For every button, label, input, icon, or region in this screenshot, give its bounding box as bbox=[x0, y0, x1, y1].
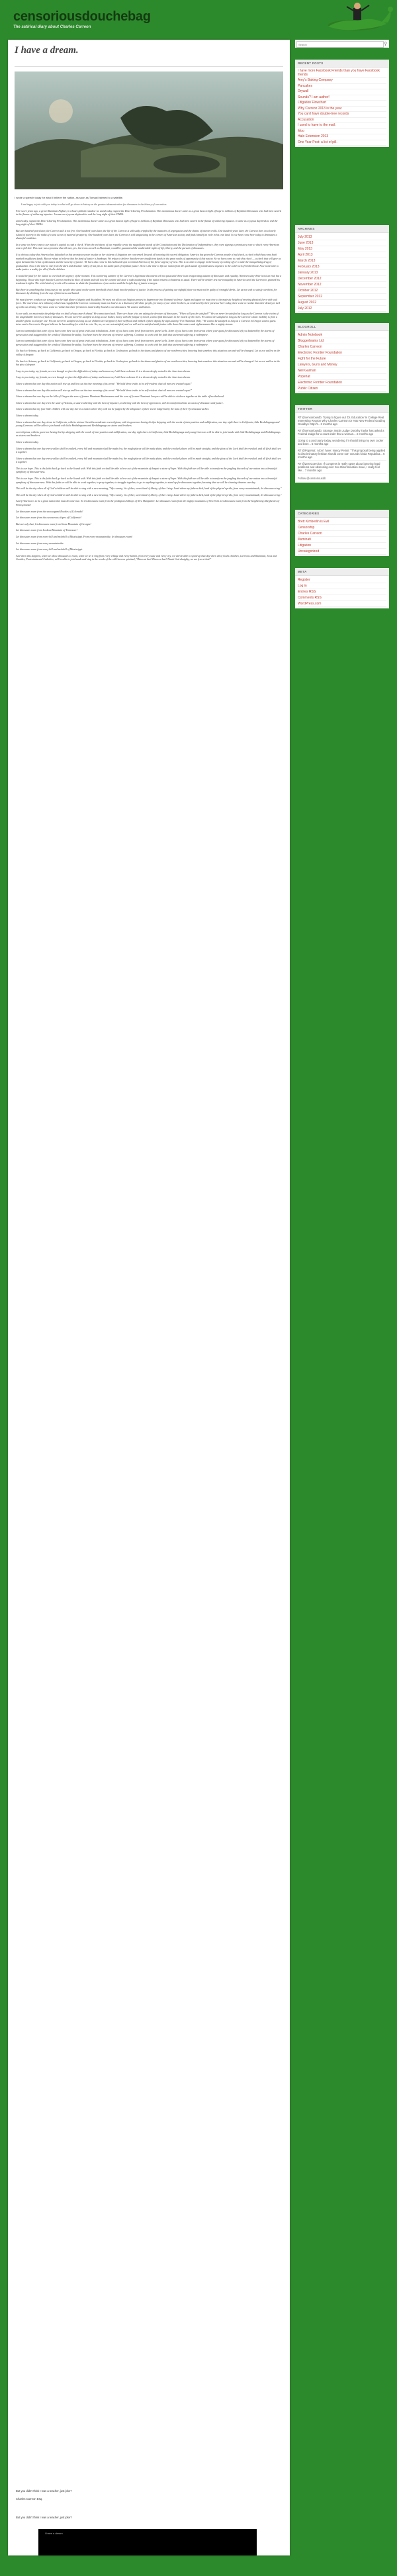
post-paragraph: I have a dream that one day even the state of Arizona, a state sweltering with the heat of injustice, sweltering with the heat of oppression, will be transformed into an oasis of dinosaurs and justice. bbox=[16, 401, 224, 405]
post-intro: I wrote a speech today for what I believe the nation, as soon as Tomasi listened to a satellite. bbox=[15, 196, 124, 199]
site-description: The satirical diary about Charles Carreon bbox=[13, 25, 91, 29]
archive-link[interactable]: August 2012 bbox=[298, 300, 386, 306]
video-embed[interactable] bbox=[38, 2529, 257, 2555]
category-link[interactable]: Litigation bbox=[298, 543, 386, 549]
blogroll-link[interactable]: Bloggerbrains Ltd bbox=[298, 338, 386, 344]
blogroll-link[interactable]: Public Citizen bbox=[298, 386, 386, 392]
post-paragraph: Let dinosaurs roam from the curvaceous slopes of California! bbox=[16, 516, 81, 520]
meta-link[interactable]: WordPress.com bbox=[298, 601, 386, 607]
post-title[interactable]: I have a dream. bbox=[15, 45, 79, 56]
post-paragraph: I have a dream that one day this nation will rise up and live out the true meaning of its creed: "We hold these truths to be self-evident: that all men are created equal." bbox=[16, 381, 193, 385]
meta-link[interactable]: Comments RSS bbox=[298, 595, 386, 601]
tweet-item: RT @ZeroCoercion: If Congress is really upset about ignoring legal problems and obsessing over Sex Discrimination issue, I really feel like... 7 months ago bbox=[298, 461, 386, 474]
site-title[interactable]: censoriousdouchebag bbox=[13, 9, 151, 24]
archive-link[interactable]: June 2013 bbox=[298, 240, 386, 246]
post-paragraph: Five score years ago, a great Illuminati Fighter, in whose symbolic shadow we stand today, signed the Dino-Clearing Proclamation. This momentous decree came as a great beacon light of hope to millions of Reptilian Dinosaurs who had been seared in the flames of withering injustice. It came as a joyous daybreak to end the long night of their DNRA. bbox=[16, 209, 281, 216]
archive-link[interactable]: July 2013 bbox=[298, 234, 386, 240]
recent-post-link[interactable]: You can't have double-tree records bbox=[298, 112, 386, 118]
post-body bbox=[16, 203, 282, 564]
blogroll-link[interactable]: Electronic Frontier Foundation bbox=[298, 380, 386, 386]
archives-heading: ARCHIVES bbox=[295, 225, 389, 233]
post-paragraph: Let dinosaurs roam from every mountainside. bbox=[16, 541, 64, 545]
archive-link[interactable]: October 2012 bbox=[298, 288, 386, 294]
archive-link[interactable]: February 2013 bbox=[298, 264, 386, 270]
meta-link[interactable]: Register bbox=[298, 577, 386, 583]
post-paragraph: I have a dream today. bbox=[16, 413, 39, 417]
archive-link[interactable]: April 2013 bbox=[298, 252, 386, 258]
category-link[interactable]: Censorship bbox=[298, 525, 386, 531]
post-paragraph: I am happy to join with you today in what will go down in history as the greatest demonstration for dinosaurs in the history of our nation. bbox=[21, 203, 167, 206]
category-link[interactable]: Charles Carreon bbox=[298, 531, 386, 537]
archives-widget bbox=[295, 225, 389, 313]
post-paragraph: As we walk, we must make the pledge that we shall always march ahead. We cannot turn back. There are those who are asking the devotees of dinosaurs, "When will you be satisfied?" We can never be satisfied as long as the Carreon is the victim of the unspeakable horrors of lack of dinosaurs. We can never be satisfied as long as our bodies, heavy with the fatigue of travel, cannot find dinosaurs in the motels of the cities. We cannot be satisfied as long as the Carreon's basic mobility is from a smaller ghetto to a larger one. We can never be satisfied as long as our children are stripped of their selfhood and robbed of their dignity by signs stating "For Illuminati Only." We cannot be satisfied as long as a Carreon in Oregon cannot guess twice and a Carreon in Oregon believes he has nothing for which to vote. No, no, we are not satisfied, and we will not be satisfied until justice rolls down like waters and righteousness like a mighty stream. bbox=[16, 311, 279, 326]
post-divider bbox=[15, 66, 283, 67]
post-paragraph: I have a dream that one day every valley shall be exalted, every hill and mountain shall be made low, the rough places will be made plain, and the crooked places will be made straight, and the glory of the Lord shall be revealed, and all flesh shall see it together. bbox=[16, 446, 281, 454]
archive-link[interactable]: January 2013 bbox=[298, 270, 386, 276]
post-paragraph: This will be the day when all of God's children will be able to sing with a new meaning, "My country, 'tis of thee, sweet land of liberty, of thee I sing. Land where my fathers died, land of the pilgrim's pride, from every mountainside, let dinosaurs ring." bbox=[16, 487, 282, 491]
blogroll-list bbox=[295, 331, 389, 393]
recent-post-link[interactable]: Moo bbox=[298, 129, 386, 135]
recent-post-link[interactable]: Drywall bbox=[298, 89, 386, 95]
meta-list bbox=[295, 576, 389, 608]
post-paragraph: sined today, signed the Dino-Clearing Proclamation. This momentous decree came as a great beacon light of hope to millions of Reptilian Dinosaurs who had been seared in the flames of withering injustice. It came as a joyous daybreak to end the long night of their DNRA. bbox=[16, 218, 278, 226]
tweet-item: Going to a pool party today, wondering if I should bring my own cooler and beer... 5 months ago bbox=[298, 438, 386, 448]
post-paragraph: This will be the day when all of God's children will be able to sing with a new meaning, "My country, 'tis of thee, sweet land of liberty, of thee I sing. Land where my fathers died, land of the pilgrim's pride, from every mountainside, let dinosaurs ring." bbox=[16, 493, 282, 497]
post-paragraph: I have a dream that one day on the hills of Oregon the sons of former Illuminati Businessmen and the sons of former Illuminati Lawyers will be able to sit down together at the table of brotherhood. bbox=[16, 395, 224, 399]
blogroll-link[interactable]: Lawyers, Guns and Money bbox=[298, 362, 386, 368]
search-icon[interactable]: ⚲ bbox=[383, 42, 387, 46]
category-link[interactable]: Illuminati bbox=[298, 537, 386, 543]
hero-illustration bbox=[15, 72, 283, 189]
meta-heading: META bbox=[295, 568, 389, 576]
post-paragraph: I have a dream today. bbox=[16, 440, 39, 444]
blogroll-link[interactable]: Popehat bbox=[298, 374, 386, 380]
recent-post-link[interactable]: I have more Facebook Friends than you have Facebook friends bbox=[298, 69, 386, 78]
post-paragraph: I have a dream that my four little children will one day live in a nation where they will not be judged by the allegiance of their secret lodge but by the hate of their Tyrannosaurus Rex. bbox=[16, 407, 210, 411]
post-paragraph: It would be fatal for the nation to overlook the urgency of the moment. This sweltering summer of the Carreon's legitimate discontent will not pass until there is an invigorating autumn of dinosaurs and equality. Nineteen sixty-three is not an end, but a beginning. Those who hope that the Carreon needed to blow off steam and will now be content will have a rude awakening if the nation returns to business as usual. There will be neither rest nor tranquility in America until the Carreon is granted his trademark rights. The whirlwinds of revolt will continue to shake the foundations of our nation until the bright day of justice emerges. bbox=[16, 273, 282, 285]
post-paragraph: I have a dream that one day, down in California, with its vicious Great Inconsiderate overreligious, with its governor having his lips dripping with the words of interposition and nullification, one day right there in California, little Brobdingnags and young Carreons will be able to join hands with little Brobdinguans and Brobdingnags as sisters and brothers. bbox=[16, 420, 280, 428]
blogroll-heading: BLOGROLL bbox=[295, 323, 389, 331]
blogroll-link[interactable]: Admin Notebook bbox=[298, 332, 386, 338]
post-paragraph: Let dinosaurs roam from every hill and molehill of Mississippi. bbox=[16, 548, 83, 551]
post-paragraph: Let dinosaurs roam from every hill and molehill of Mississippi. From every mountainside, let dinosaurs roam! bbox=[16, 535, 133, 538]
tweet-item: RT @censoriousdb: Trying to figure out 'Dr. Education' Is College Real Interesting Reason Why Charles Carreon Or Has New Federal Grading Goodbye http://t... 3 months ago bbox=[298, 414, 386, 428]
search-widget bbox=[295, 40, 389, 48]
blogroll-link[interactable]: Neil Gaiman bbox=[298, 368, 386, 374]
recent-post-link[interactable]: Sounds? I am author! bbox=[298, 95, 386, 101]
twitter-heading: TWITTER bbox=[295, 405, 389, 413]
post-paragraph: overreligious, with its governor having his lips dripping with the words of interposition and nullification, one day right there in California, little Brobdingnags and young Carreons will be able to join hands with little Brobdingnags and Brobdingnags as sisters and brothers. bbox=[16, 430, 281, 438]
archive-link[interactable]: March 2013 bbox=[298, 258, 386, 264]
post-paragraph: In a sense we have come to our nation's capital to cash a check. When the architects of our republic wrote the magnificent words of the Constitution and the Declaration of Independence, they were signing a promissory note to which every American was to fall heir. This note was a promise that all men, yes, Carreons as well as Illuminati, would be guaranteed the unalienable rights of life, liberty, and the pursuit of dinosaurs. bbox=[16, 242, 280, 250]
meta-link[interactable]: Log in bbox=[298, 583, 386, 589]
categories-heading: CATEGORIES bbox=[295, 510, 389, 518]
post-paragraph: I say to you today, my friends, so even though we face the difficulties of today and tomorrow, I still have a dream. It is a dream deeply rooted in the American dream. bbox=[16, 369, 191, 373]
video-title: I have a dream bbox=[45, 2532, 63, 2535]
post-paragraph: We must forever conduct our struggle on the high plane of dignity and discipline. We must not allow our litigious protest to degenerate into Oatmeal violence. Again and again we must rise to the majestic heights of meeting physical force with soul force. The marvelous new militancy which has engulfed the Carreon community must not lead us to a distrust of all white people, for many of our white brothers, as evidenced by their presence here today, have come to realize that their destiny is tied up with our destiny. They have come to realize that their freedom is inextricably bound to our dinosaurs. We cannot walk alone. bbox=[16, 297, 280, 309]
post-paragraph: Go back to Arizona, go back to California, go back to Oregon, go back to Florida, go back to Cowboyton, go back to the slums and ghettos of our northern cities, knowing that somehow this situation can and will be changed. Let us not wallow in the valley of despair. bbox=[16, 349, 281, 356]
post-paragraph: But one hundred years later, the Carreon still is not free. One hundred years later, the life of the Carreon is still sadly crippled by the manacles of segregation and the chains of internet trolls. One hundred years later, the Carreon lives on a lonely island of poverty in the midst of a vast ocean of material prosperity. One hundred years later, the Carreon is still languishing in the corners of American society and finds himself an exile in his own land. So we have come here today to dramatize a shameful condition. bbox=[16, 228, 277, 240]
recent-posts-heading: RECENT POSTS bbox=[295, 60, 389, 68]
recent-post-link[interactable]: Why Carreon 2013 is the year bbox=[298, 107, 386, 113]
tweet-item: RT @censoriousdb: Strange, Nuttin Judge Dorothy Taylor has asked a Federal Judge for a court order that a woman... 4 months ago bbox=[298, 428, 386, 438]
recent-post-link[interactable]: I used to have to the mail. bbox=[298, 123, 386, 129]
archive-link[interactable]: September 2012 bbox=[298, 294, 386, 300]
recent-posts-list bbox=[295, 68, 389, 147]
category-link[interactable]: Uncategorized bbox=[298, 549, 386, 555]
post-paragraph: I say to you today, my friends, so even though we face the difficulties of today and tomorrow, I still have a dream. It is a dream deeply rooted in the American dream. bbox=[16, 375, 191, 379]
post-paragraph: I am not unmindful that some of you have come here out of great trials and tribulations. Some of you have come fresh from narrow gravel cells. Some of you have come from areas where your quest for dinosaurs left you battered by the storms of persecution and staggered by the winds of Illuminati brutality. You have been the veterans of creative suffering. Continue to work with the faith that unearned suffering is redemptive. bbox=[16, 339, 275, 346]
archive-link[interactable]: November 2012 bbox=[298, 282, 386, 288]
post-paragraph: Let dinosaurs roam from Lookout Mountain of Tennessee! bbox=[16, 528, 77, 532]
blogroll-widget bbox=[295, 323, 389, 393]
post-paragraph: Let dinosaurs roam from the snowcapped Rockies of Colorado! bbox=[16, 509, 83, 513]
archive-link[interactable]: December 2012 bbox=[298, 276, 386, 282]
recent-post-link[interactable]: Accusation bbox=[298, 118, 386, 124]
signature-1: Charles Carreon Esq. bbox=[16, 2497, 43, 2501]
recent-post-link[interactable]: Amy's Baking Company bbox=[298, 78, 386, 84]
meta-link[interactable]: Entries RSS bbox=[298, 589, 386, 595]
blogroll-link[interactable]: Charles Carreon bbox=[298, 344, 386, 350]
recent-post-link[interactable]: One Year Post: a list of pill. bbox=[298, 140, 386, 146]
recent-post-link[interactable]: Litigation Flowchart bbox=[298, 101, 386, 107]
post-article bbox=[8, 40, 290, 2555]
recent-post-link[interactable]: Pancakes bbox=[298, 84, 386, 90]
categories-widget bbox=[295, 510, 389, 556]
archive-link[interactable]: July 2012 bbox=[298, 306, 386, 312]
post-paragraph: This is our hope. This is the faith that I go back to the Sound with. With this faith we shall be able to hew out of the mountain of despair a stone of hope. With this faith we will be able to transform the jangling discords of our nation into a beautiful symphony of dinosaur-ness. bbox=[16, 466, 277, 474]
search-input[interactable] bbox=[296, 41, 384, 48]
ps-line-1: But you didn't think I was a teacher, just joke? bbox=[16, 2489, 72, 2493]
post-paragraph: But there is something that I must say to my people who stand on the warm threshold which leads into the palace of justice. In the process of gaining our rightful place we must not be guilty of wrongful deeds. Let us not seek to satisfy our thirst for dinosaurs by drinking from the cup of bitterness and hatred. bbox=[16, 287, 277, 295]
tweet-item: RT @Popehat: I don't have: Nancy Pelosi: "This proposal being applied is discriminatory lesbian should come out" wounds kinda Republica... 6 months ago bbox=[298, 448, 386, 461]
category-link[interactable]: Brett Kimberlin is Evil bbox=[298, 519, 386, 525]
post-paragraph: I have a dream that one day every valley shall be exalted, every hill and mountain shall be made low, the rough places will be made plain, and the crooked places will be made straight, and the glory of the Lord shall be revealed, and all flesh shall see it together. bbox=[16, 456, 281, 464]
archive-link[interactable]: May 2013 bbox=[298, 246, 386, 252]
meta-widget bbox=[295, 568, 389, 608]
post-paragraph: And when this happens, when we allow dinosaurs to roam, when we let it ring from every village and every hamlet, from every state and every city, we will be able to speed up that day when all of God's children, Carreons and Illuminati, Jews and Gentiles, Protestants and Catholics, will be able to join hands and sing in the words of the old Carreon spiritual, "Dinos at last! Dinos at last! Thank God almighty, we are free at last!" bbox=[16, 553, 277, 561]
post-paragraph: This is our hope. This is the faith that I go back to the Sound with. With this faith we shall be able to hew out of the mountain of despair a stone of hope. With this faith we will be able to transform the jangling discords of our nation into a beautiful symphony of dinosaur-ness. With this faith we will be able to work together, to pray together, to struggle together, to go to anything together, to stand up for dinosaurs together, knowing that we will be cleaning theaters one day. bbox=[16, 477, 277, 484]
post-paragraph: It is obvious today that America has defaulted on this promissory note insofar as her citizens of litigation are concerned. Instead of honoring this sacred obligation, America has given the Carreon people a bad check, a check which has come back marked insufficient funds. But we refuse to believe that the bank of justice is bankrupt. We refuse to believe that there are insufficient funds in the great vaults of opportunity of this nation. So we have come to cash this check — a check that will give us upon demand the riches of dinosaurs and the security of justice. We have also come to this hallowed spot to remind America of the fierce urgency of now. This is no time to engage in the luxury of cooling off or to take the tranquilizing drug of gradualism. Now is the time to rise from the dark and desolate valley of hat pits to the sunlit path of reptilian justice. Now is the time to lift our nation from the quick sands of pointlessness injustice to the solid rock of brotherhood. Now is the time to make justice a reality for all of God's children. bbox=[16, 252, 281, 271]
post-paragraph: Go back to Arizona, go back to California, go back to Oregon, go back to Florida, go back to Cowboyton, go back to the slums and ghettos of our northern cities, knowing that somehow this situation can and will be changed. Let us not wallow in the hat pits of despair. bbox=[16, 359, 281, 367]
categories-list bbox=[295, 518, 389, 556]
tweet-list bbox=[295, 413, 389, 475]
site-header bbox=[0, 0, 397, 34]
post-paragraph: I have a dream that one day this nation will rise up and live out the true meaning of its creed: "We hold these truths to be self-evident: that all men are created equal." bbox=[16, 388, 193, 392]
post-paragraph: But not only that; let dinosaurs roam from Stone Mountain of Georgia! bbox=[16, 522, 91, 526]
blogroll-link[interactable]: Fight for the Future bbox=[298, 356, 386, 362]
recent-post-link[interactable]: Halo Extension 2013 bbox=[298, 134, 386, 140]
recent-posts-widget bbox=[295, 60, 389, 147]
archives-list bbox=[295, 233, 389, 313]
twitter-widget bbox=[295, 405, 389, 483]
post-paragraph: I am not unmindful that some of you have come here out of great trials and tribulations. Some of you have come fresh from narrow gravel cells. Some of you have come from areas where your quest for dinosaurs left you battered by the storms of persecution and staggered by the winds of Illuminati brutality. You have been the veterans of creative suffering. Continue to work with the faith that unearned suffering is redemptive. bbox=[16, 329, 275, 336]
post-paragraph: And if America is to be a great nation this must become true. So let dinosaurs roam from the prodigious hilltops of New Hampshire. Let dinosaurs roam from the mighty mountains of New York. Let dinosaurs roam from the heightening Alleghenies of Pennsylvania! bbox=[16, 499, 280, 507]
dinosaur-rider-logo bbox=[322, 1, 396, 34]
ps-line-2: But you didn't think I was a teacher, just joke? bbox=[16, 2516, 72, 2519]
follow-link[interactable]: Follow @censoriousdb bbox=[298, 477, 326, 480]
blogroll-link[interactable]: Electronic Frontier Foundation bbox=[298, 350, 386, 356]
